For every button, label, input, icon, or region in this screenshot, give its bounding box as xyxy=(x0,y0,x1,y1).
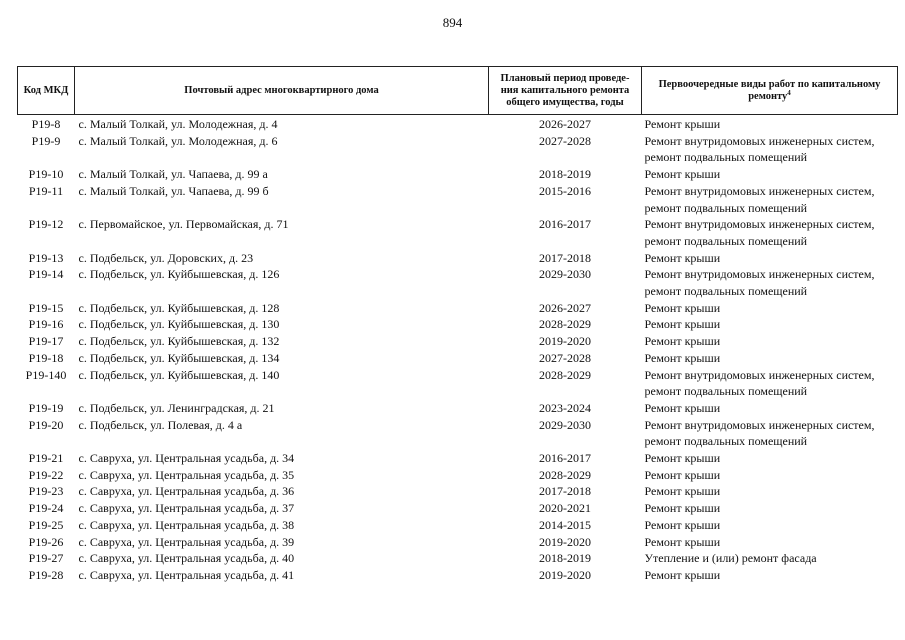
period-cell: 2017-2018 xyxy=(539,484,591,499)
table-row xyxy=(18,367,898,400)
works-cell xyxy=(642,367,898,400)
footnote-mark: 4 xyxy=(787,88,791,97)
works-line: Ремонт внутридомовых инженерных систем, xyxy=(644,133,875,148)
mkd-code-cell: P19-25 xyxy=(28,517,64,532)
mkd-code-cell: P19-19 xyxy=(28,400,64,415)
address-cell: с. Савруха, ул. Центральная усадьба, д. 39 xyxy=(78,534,295,549)
works-line: Ремонт крыши xyxy=(644,501,721,516)
works-line: Ремонт внутридомовых инженерных систем, xyxy=(644,267,875,282)
works-cell xyxy=(642,133,898,166)
address-cell: с. Малый Толкай, ул. Молодежная, д. 6 xyxy=(78,133,278,148)
mkd-code-cell: P19-15 xyxy=(28,300,64,315)
mkd-code-cell: P19-23 xyxy=(28,484,64,499)
address-cell: с. Савруха, ул. Центральная усадьба, д. 40 xyxy=(78,551,295,566)
period-cell: 2027-2028 xyxy=(539,133,591,148)
mkd-code-cell: P19-16 xyxy=(28,317,64,332)
works-line: Ремонт крыши xyxy=(644,250,721,265)
address-cell: с. Савруха, ул. Центральная усадьба, д. 34 xyxy=(78,451,295,466)
table-row xyxy=(18,300,898,317)
address-cell: с. Подбельск, ул. Доровских, д. 23 xyxy=(78,250,254,265)
table-row xyxy=(18,567,898,584)
works-cell xyxy=(642,550,898,567)
period-cell: 2017-2018 xyxy=(539,250,591,265)
period-cell: 2019-2020 xyxy=(539,334,591,349)
address-cell: с. Подбельск, ул. Куйбышевская, д. 132 xyxy=(78,334,280,349)
period-cell: 2019-2020 xyxy=(539,567,591,582)
mkd-code-cell: P19-12 xyxy=(28,217,64,232)
works-cell xyxy=(642,333,898,350)
works-line: ремонт подвальных помещений xyxy=(644,200,808,215)
mkd-code-cell: P19-11 xyxy=(28,183,64,198)
mkd-code-cell: P19-22 xyxy=(28,467,64,482)
table-row xyxy=(18,266,898,299)
works-line: Ремонт крыши xyxy=(644,400,721,415)
mkd-code-cell: P19-20 xyxy=(28,417,64,432)
period-cell: 2027-2028 xyxy=(539,350,591,365)
works-line: ремонт подвальных помещений xyxy=(644,434,808,449)
works-cell xyxy=(642,266,898,299)
works-cell xyxy=(642,216,898,249)
address-cell: с. Подбельск, ул. Куйбышевская, д. 134 xyxy=(78,350,280,365)
works-cell xyxy=(642,316,898,333)
mkd-code-cell: P19-13 xyxy=(28,250,64,265)
mkd-code-cell: P19-24 xyxy=(28,501,64,516)
table-row xyxy=(18,183,898,216)
table-row xyxy=(18,417,898,450)
period-cell: 2018-2019 xyxy=(539,551,591,566)
period-cell: 2014-2015 xyxy=(539,517,591,532)
period-cell: 2028-2029 xyxy=(539,317,591,332)
address-cell: с. Подбельск, ул. Куйбышевская, д. 130 xyxy=(78,317,280,332)
works-cell xyxy=(642,166,898,183)
works-line: Ремонт крыши xyxy=(644,534,721,549)
mkd-code-cell: P19-8 xyxy=(31,117,61,131)
address-cell: с. Савруха, ул. Центральная усадьба, д. 38 xyxy=(78,517,295,532)
table-row xyxy=(18,250,898,267)
works-cell xyxy=(642,115,898,133)
works-line: Ремонт крыши xyxy=(644,334,721,349)
period-cell: 2023-2024 xyxy=(539,400,591,415)
period-cell: 2015-2016 xyxy=(539,183,591,198)
mkd-code-cell: P19-21 xyxy=(28,451,64,466)
table-row xyxy=(18,333,898,350)
table-row xyxy=(18,517,898,534)
works-line: Ремонт крыши xyxy=(644,467,721,482)
works-cell xyxy=(642,467,898,484)
table-row xyxy=(18,400,898,417)
works-cell xyxy=(642,500,898,517)
period-cell: 2029-2030 xyxy=(539,417,591,432)
works-cell xyxy=(642,567,898,584)
period-cell: 2016-2017 xyxy=(539,451,591,466)
works-line: ремонт подвальных помещений xyxy=(644,384,808,399)
header-period: Плановый период проведе-ния капитального ремонта общего имущества, годы xyxy=(489,67,642,115)
address-cell: с. Подбельск, ул. Ленинградская, д. 21 xyxy=(78,400,275,415)
works-line: Ремонт крыши xyxy=(644,451,721,466)
mkd-code-cell: P19-9 xyxy=(31,133,61,148)
page-number: 894 xyxy=(442,15,463,30)
address-cell: с. Савруха, ул. Центральная усадьба, д. 41 xyxy=(78,567,295,582)
address-cell: с. Малый Толкай, ул. Молодежная, д. 4 xyxy=(78,117,278,131)
mkd-code-cell: P19-26 xyxy=(28,534,64,549)
works-line: Ремонт внутридомовых инженерных систем, xyxy=(644,417,875,432)
table-row xyxy=(18,133,898,166)
table-header xyxy=(18,67,898,115)
works-line: ремонт подвальных помещений xyxy=(644,284,808,299)
address-cell: с. Малый Толкай, ул. Чапаева, д. 99 б xyxy=(78,183,269,198)
period-cell: 2029-2030 xyxy=(539,267,591,282)
address-cell: с. Подбельск, ул. Куйбышевская, д. 126 xyxy=(78,267,280,282)
works-line: Ремонт крыши xyxy=(644,484,721,499)
period-cell: 2020-2021 xyxy=(539,501,591,516)
works-line: ремонт подвальных помещений xyxy=(644,150,808,165)
table-row xyxy=(18,500,898,517)
mkd-code-cell: P19-18 xyxy=(28,350,64,365)
table-row xyxy=(18,350,898,367)
works-cell xyxy=(642,417,898,450)
address-cell: с. Савруха, ул. Центральная усадьба, д. 37 xyxy=(78,501,295,516)
address-cell: с. Подбельск, ул. Куйбышевская, д. 140 xyxy=(78,367,280,382)
address-cell: с. Подбельск, ул. Куйбышевская, д. 128 xyxy=(78,300,280,315)
period-cell: 2028-2029 xyxy=(539,367,591,382)
period-cell: 2016-2017 xyxy=(539,217,591,232)
address-cell: с. Подбельск, ул. Полевая, д. 4 а xyxy=(78,417,243,432)
mkd-code-cell: P19-17 xyxy=(28,334,64,349)
header-address: Почтовый адрес многоквартирного дома xyxy=(75,67,489,115)
period-cell: 2026-2027 xyxy=(539,300,591,315)
works-line: Ремонт крыши xyxy=(644,167,721,182)
works-cell xyxy=(642,450,898,467)
works-cell xyxy=(642,183,898,216)
works-cell xyxy=(642,534,898,551)
works-line: Ремонт внутридомовых инженерных систем, xyxy=(644,183,875,198)
works-line: ремонт подвальных помещений xyxy=(644,233,808,248)
table-row xyxy=(18,550,898,567)
table-row xyxy=(18,216,898,249)
address-cell: с. Савруха, ул. Центральная усадьба, д. 36 xyxy=(78,484,295,499)
mkd-code-cell: P19-27 xyxy=(28,551,64,566)
works-cell xyxy=(642,517,898,534)
works-cell xyxy=(642,350,898,367)
table-row xyxy=(18,166,898,183)
mkd-code-cell: P19-10 xyxy=(28,167,64,182)
mkd-code-cell: P19-140 xyxy=(25,367,67,382)
works-cell xyxy=(642,250,898,267)
address-cell: с. Малый Толкай, ул. Чапаева, д. 99 а xyxy=(78,167,268,182)
works-line: Ремонт внутридомовых инженерных систем, xyxy=(644,217,875,232)
table-row xyxy=(18,115,898,133)
works-line: Ремонт внутридомовых инженерных систем, xyxy=(644,367,875,382)
works-line: Ремонт крыши xyxy=(644,317,721,332)
period-cell: 2026-2027 xyxy=(539,117,591,131)
period-cell: 2018-2019 xyxy=(539,167,591,182)
table-row xyxy=(18,316,898,333)
table-body xyxy=(18,115,898,584)
table-row xyxy=(18,467,898,484)
header-code: Код МКД xyxy=(18,67,75,115)
works-cell xyxy=(642,483,898,500)
works-line: Утепление и (или) ремонт фасада xyxy=(644,551,817,566)
table-row xyxy=(18,450,898,467)
address-cell: с. Первомайское, ул. Первомайская, д. 71 xyxy=(78,217,289,232)
works-line: Ремонт крыши xyxy=(644,567,721,582)
mkd-code-cell: P19-28 xyxy=(28,567,64,582)
works-line: Ремонт крыши xyxy=(644,517,721,532)
works-line: Ремонт крыши xyxy=(644,117,721,131)
table-row xyxy=(18,483,898,500)
mkd-code-cell: P19-14 xyxy=(28,267,64,282)
table-row xyxy=(18,534,898,551)
header-works-label: Первоочередные виды работ по капитальному ремонту xyxy=(658,78,881,102)
capital-repair-table xyxy=(17,66,898,584)
period-cell: 2019-2020 xyxy=(539,534,591,549)
works-cell xyxy=(642,300,898,317)
address-cell: с. Савруха, ул. Центральная усадьба, д. 35 xyxy=(78,467,295,482)
works-line: Ремонт крыши xyxy=(644,300,721,315)
works-cell xyxy=(642,400,898,417)
period-cell: 2028-2029 xyxy=(539,467,591,482)
header-works xyxy=(642,67,898,115)
works-line: Ремонт крыши xyxy=(644,350,721,365)
